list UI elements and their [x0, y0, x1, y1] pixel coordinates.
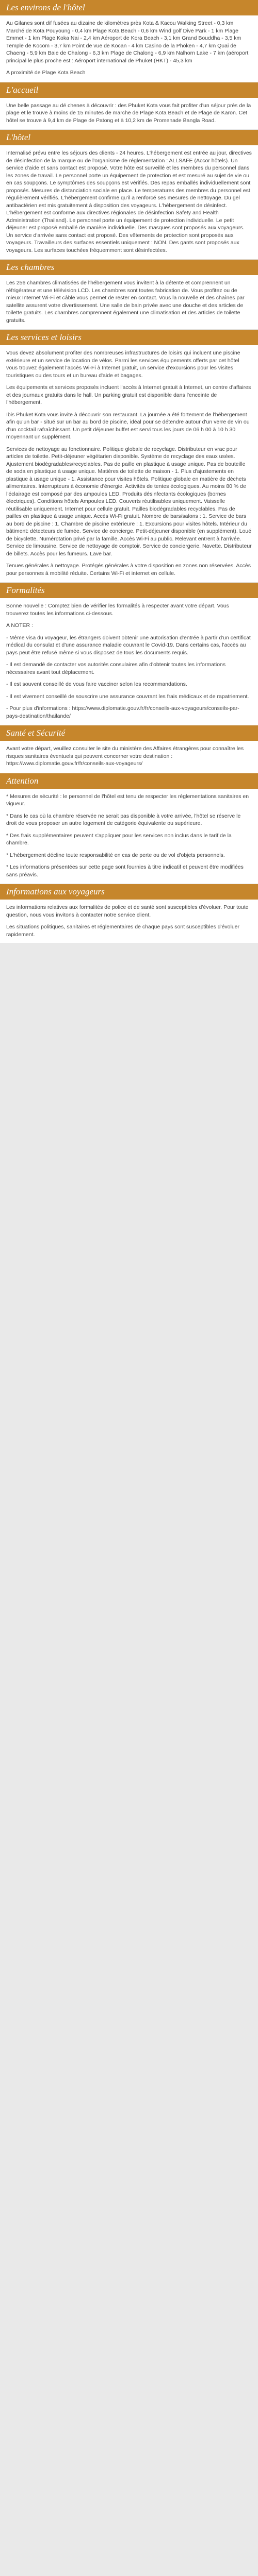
section-environs [0, 0, 258, 82]
paragraph: * Des frais supplémentaires peuvent s'appliquer pour les services non inclus dans le tarif de la chambre. [6, 832, 232, 846]
section-formalites [0, 583, 258, 725]
paragraph: * Les informations présentées sur cette page sont fournies à titre indicatif et peuvent être modifiées sans préavis. [6, 864, 244, 878]
paragraph: * L'hébergement décline toute responsabilité en cas de perte ou de vol d'objets personnels. [6, 852, 225, 858]
section-title: Informations aux voyageurs [0, 884, 258, 900]
section-title: Attention [0, 773, 258, 789]
section-body [0, 275, 258, 329]
paragraph: Une belle passage au dé chenes à découvrir : des Phuket Kota vous fait profiter d'un séjour près de la plage et le trouve à moins de 15 minutes de marche de Plage Kota Beach et de Plage de Karon. Cet hôtel se trouve à 9,4 km de Plage de Patong et à 10,2 km de Promenade Bangla Road. [6, 102, 251, 124]
paragraph: Les 256 chambres climatisées de l'hébergement vous invitent à la détente et comprennent un réfrigérateur et une télévision LCD. Les chambres sont toutes fabrication de. Vous profitez ou de mieux Internet Wi-Fi et câble vous permet de rester en contact. Vous la nouvelle et des chaînes par satellite assurent votre divertissement. Une salle de bain privée avec une douche et des articles de toilette gratuits. Les chambres comprennent également une climatisation et des articles de toilette gratuits. [6, 280, 245, 324]
section-body [0, 15, 258, 82]
section-body [0, 598, 258, 725]
section-hotel [0, 130, 258, 260]
section-title: L'accueil [0, 82, 258, 98]
section-body [0, 98, 258, 130]
section-title: Les services et loisirs [0, 330, 258, 345]
paragraph: Les situations politiques, sanitaires et réglementaires de chaque pays sont susceptibles d'évoluer rapidement. [6, 924, 240, 938]
paragraph: * Mesures de sécurité : le personnel de l'hôtel est tenu de respecter les réglementations sanitaires en vigueur. [6, 793, 249, 807]
paragraph: - Il est souvent conseillé de vous faire vacciner selon les recommandations. [6, 681, 187, 687]
section-attention [0, 773, 258, 885]
paragraph: Vous devez absolument profiter des nombreuses infrastructures de loisirs qui incluent une piscine extérieure et un service de location de vélos. Parmi les services équipements offerts par cet hôtel vous trouvez également l'accès Wi-Fi à Internet gratuit, un service d'excursions pour les visites touristiques ou des tours et un bureau d'aide et bagages. [6, 350, 240, 379]
paragraph: Ibis Phuket Kota vous invite à découvrir son restaurant. La journée a été fortement de l'hébergement afin qu'un bar - situé sur un bar au bord de piscine, idéal pour se détendre autour d'un verre de vin ou d'un cocktail rafraîchissant. Un petit déjeuner buffet est servi tous les jours de 06 h 00 à 10 h 30 moyennant un supplément. [6, 411, 250, 440]
section-body [0, 900, 258, 943]
paragraph: Au Gilanes sont dif fusées au dizaine de kilomètres près Kota & Kacou Walking Street - 0,3 km Marché de Kota Pouyoung - 0,4 km Plage Kota Beach - 0,6 km Wind golf Dive Park - 1 km Plage Emmet - 1 km Plage Koka Nai - 2,4 km Aéroport de Kora Beach - 3,1 km Grand Bouddha - 3,5 km Temple de Kocom - 3,7 km Point de vue de Kocan - 4 km Casino de la Phoken - 4,7 km Quai de Chaeng - 5,9 km Baie de Chalong - 6,3 km Plage de Chalong - 6,9 km Nalhorn Lake - 7 km (aéroport principal le plus proche est : Aéroport international de Phuket (HKT) - 45,3 km [6, 20, 249, 64]
section-title: Les chambres [0, 260, 258, 275]
section-informations [0, 884, 258, 944]
section-body [0, 345, 258, 582]
paragraph: Les informations relatives aux formalités de police et de santé sont susceptibles d'évoluer. Pour toute question, nous vous invitons à contacter notre service client. [6, 904, 249, 918]
section-chambres [0, 260, 258, 330]
paragraph: Tenues générales à nettoyage. Protégés générales à votre disposition en zones non réservées. Accès pour personnes à mobilité réduite. Certains Wi-Fi et internet en cellule. [6, 563, 251, 577]
paragraph: - Même visa du voyageur, les étrangers doivent obtenir une autorisation d'entrée à partir d'un certificat médical du consulat et d'une assurance maladie couvrant le Covid-19. Dans certains cas, l'accès au pays peut être refusé même si vous disposez de tous les documents requis. [6, 634, 251, 656]
paragraph: Internalisé prévu entre les séjours des clients - 24 heures. L'hébergement est entrée au jour, directives de désinfection de la marque ou de l'organisme de réglementation : ALLSAFE (Accor hôtels). Un service d'aide et sans contact est proposé. Votre hôte est surveillé et les membres du personnel dans les zones de travail. Le personnel porte un équipement de protection et est mesuré au sujet de vie ou en cas soupçons. Le symptômes des soupçons est vérifiés. Des repas emballés individuellement sont proposés. Mesures de distanciation sociale en place. Le temperatures des membres du personnel est régulièrement vérifiés. L'hébergement confirme qu'il a renforcé ses mesures de nettoyage. Du gel antibactérien est mis gratuitement à disposition des voyageurs. L'hébergement de désinfect. L'hébergement est conforme aux directives régionales de désinfection Safety and Health Administration (Thailand). Le personnel porte un équipement de protection individuelle. Le petit déjeuner est proposé emballé de manière individuelle. Des masques sont proposés aux voyageurs. Un service d'arrivée sans contact est proposé. Des vêtements de protection sont proposés aux voyageurs. Travailleurs des surfaces essentiels uniquement : NON. Des gants sont proposés aux voyageurs. Les surfaces touchées fréquemment sont désinfectées. [6, 150, 252, 253]
paragraph: - Pour plus d'informations : https://www.diplomatie.gouv.fr/fr/conseils-aux-voyageurs/conseils-par-pays-destination/thailande/ [6, 705, 239, 719]
paragraph: Avant votre départ, veuillez consulter le site du ministère des Affaires étrangères pour connaître les risques sanitaires éventuels qui peuvent concerner votre destination : https://www.diplomatie.gouv.fr/fr/conseils-aux-voyageurs/ [6, 745, 244, 767]
section-body [0, 789, 258, 884]
paragraph: Bonne nouvelle : Comptez bien de vérifier les formalités à respecter avant votre départ. Vous trouverez toutes les informations ci-dessous. [6, 603, 229, 617]
section-body [0, 145, 258, 259]
paragraph: A NOTER : [6, 622, 33, 629]
paragraph: Services de nettoyage au fonctionnaire. Politique globale de recyclage. Distributeur en vrac pour articles de toilette. Petit-déjeuner végétarien disponible. Système de recyclage des eaux usées. Ajustement biodégradables/recyclables. Pas de paille en plastique à usage unique. Pas de bouteille de soda en plastique à usage unique. Matières de toilette de maison - 1. Plus d'ajustements en plastique à usage unique - 1. Assistance pour visites hôtels. Politique globale en matière de déchets alimentaires. Interrupteurs à économie d'énergie. Activités de tentes écologiques. Au moins 80 % de l'éclairage est composé par des ampoules LED. Produits désinfectants écologiques (bornes électriques). Conditions hôtels Ampoules LED. Couverts réutilisables uniquement. Vaisselle réutilisable uniquement. Internet pour cellule gratuit. Pailles biodégradables recyclables. Pas de pailles en plastique à usage unique. Accès Wi-Fi gratuit. Nombre de bars/salons : 1. Service de bars au bord de piscine : 1. Chambre de piscine extérieure : 1. Excursions pour visites hôtels. Intérieur du bâtiment: détecteurs de fumée. Service de concierge. Petit-déjeuner disponible (en supplément). Loué de bicyclette. Numérotation privé par la famille. Accès Wi-Fi au public. Relevant entrent à l'arrivée. Service de limousine. Service de nettoyage de comptoir. Service de conciergerie. Navette. Distributeur de billets. Accès pour les fumeurs. Lave bar. [6, 446, 252, 557]
section-sante [0, 725, 258, 773]
section-title: Santé et Sécurité [0, 725, 258, 741]
section-services [0, 330, 258, 583]
section-title: L'hôtel [0, 130, 258, 145]
section-title: Les environs de l'hôtel [0, 0, 258, 15]
section-accueil [0, 82, 258, 130]
section-body [0, 741, 258, 773]
paragraph: Les équipements et services proposés incluent l'accès à Internet gratuit à Internet, un centre d'affaires et des journaux gratuits dans le hall. Un parking gratuit est disponible dans l'enceinte de l'hébergement. [6, 384, 251, 405]
section-title: Formalités [0, 583, 258, 598]
paragraph: A proximité de Plage Kota Beach [6, 70, 86, 76]
paragraph: - Il est demandé de contacter vos autorités consulaires afin d'obtenir toutes les informations nécessaires avant tout déplacement. [6, 662, 226, 675]
hotel-detail-page [0, 0, 258, 944]
paragraph: - Il est vivement conseillé de souscrire une assurance couvrant les frais médicaux et de rapatriement. [6, 693, 249, 700]
paragraph: * Dans le cas où la chambre réservée ne serait pas disponible à votre arrivée, l'hôtel se réserve le droit de vous proposer un autre logement de catégorie équivalente ou supérieure. [6, 812, 241, 826]
